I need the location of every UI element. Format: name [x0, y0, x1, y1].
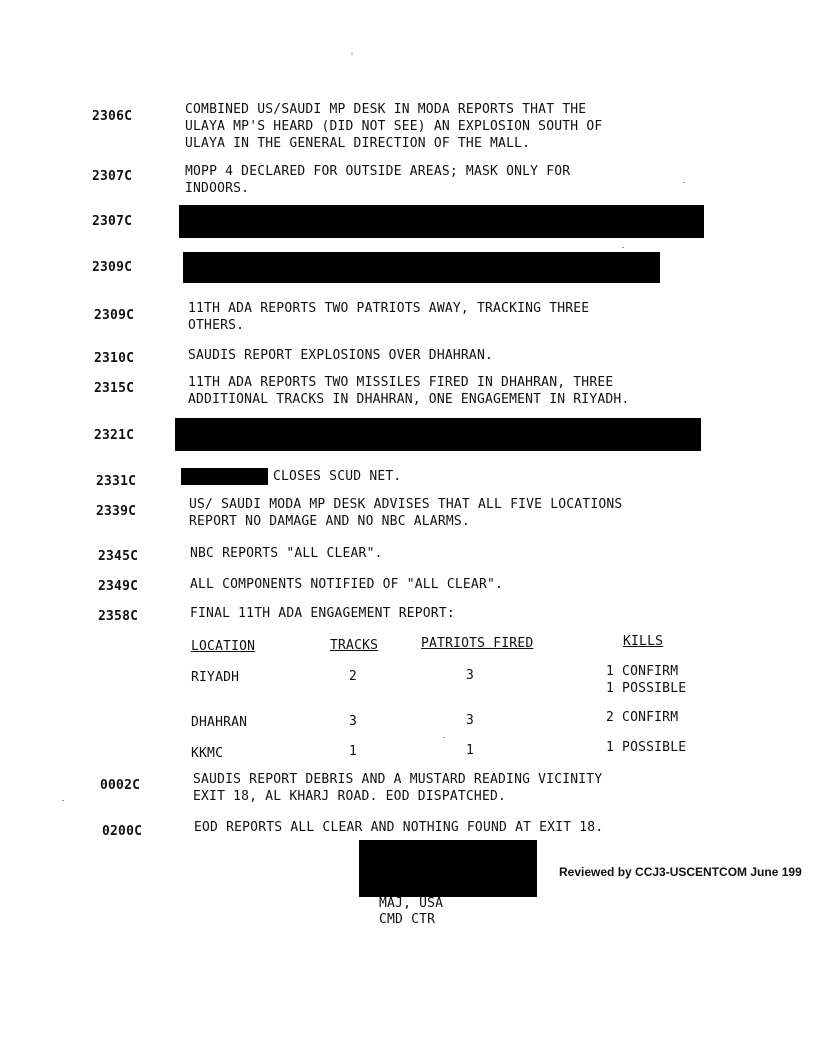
- column-header-location: LOCATION: [191, 639, 256, 654]
- redaction-block: [181, 468, 268, 485]
- entry-time: 2306C: [92, 109, 133, 124]
- table-cell-kills: 1 POSSIBLE: [606, 740, 687, 755]
- entry-text: CLOSES SCUD NET.: [273, 469, 402, 484]
- entry-time: 2358C: [98, 609, 139, 624]
- scan-speck: [683, 182, 685, 183]
- table-cell-fired: 1: [466, 743, 475, 758]
- scan-speck: [62, 800, 64, 801]
- scan-speck: [443, 737, 445, 738]
- entry-time: 0002C: [100, 778, 141, 793]
- entry-time: 2339C: [96, 504, 137, 519]
- signature-rank: MAJ, USA: [379, 896, 444, 911]
- entry-text: MOPP 4 DECLARED FOR OUTSIDE AREAS; MASK ONLY FOR INDOORS.: [185, 164, 571, 196]
- entry-time: 2349C: [98, 579, 139, 594]
- entry-time: 2307C: [92, 169, 133, 184]
- entry-text: COMBINED US/SAUDI MP DESK IN MODA REPORTS THAT THE ULAYA MP'S HEARD (DID NOT SEE) AN EXPLOSION SOUTH OF ULAYA IN THE GENERAL DIRECTION OF THE MALL.: [185, 102, 603, 151]
- entry-text: NBC REPORTS "ALL CLEAR".: [190, 546, 383, 561]
- redaction-block: [183, 252, 660, 283]
- table-cell-tracks: 2: [349, 669, 358, 684]
- entry-text: US/ SAUDI MODA MP DESK ADVISES THAT ALL FIVE LOCATIONS REPORT NO DAMAGE AND NO NBC ALARMS.: [189, 497, 623, 529]
- entry-time: 2331C: [96, 474, 137, 489]
- entry-time: 2315C: [94, 381, 135, 396]
- table-cell-tracks: 3: [349, 714, 358, 729]
- column-header-patriots-fired: PATRIOTS FIRED: [421, 636, 534, 651]
- entry-time: 2309C: [94, 308, 135, 323]
- review-stamp: Reviewed by CCJ3-USCENTCOM June 199: [559, 865, 802, 879]
- table-cell-location: DHAHRAN: [191, 715, 248, 730]
- signature-redaction: [359, 840, 537, 897]
- entry-time: 2310C: [94, 351, 135, 366]
- table-cell-fired: 3: [466, 713, 475, 728]
- entry-time: 2345C: [98, 549, 139, 564]
- scan-speck: [351, 53, 353, 54]
- entry-time: 2307C: [92, 214, 133, 229]
- entry-text: 11TH ADA REPORTS TWO PATRIOTS AWAY, TRACKING THREE OTHERS.: [188, 301, 590, 333]
- table-cell-location: RIYADH: [191, 670, 240, 685]
- scan-speck: [622, 247, 624, 248]
- redaction-block: [179, 205, 704, 238]
- signature-office: CMD CTR: [379, 912, 436, 927]
- table-cell-location: KKMC: [191, 746, 224, 761]
- entry-text: FINAL 11TH ADA ENGAGEMENT REPORT:: [190, 606, 455, 621]
- column-header-kills: KILLS: [623, 634, 664, 649]
- entry-text: EOD REPORTS ALL CLEAR AND NOTHING FOUND AT EXIT 18.: [194, 820, 604, 835]
- entry-time: 0200C: [102, 824, 143, 839]
- entry-text: SAUDIS REPORT DEBRIS AND A MUSTARD READING VICINITY EXIT 18, AL KHARJ ROAD. EOD DISPATCHED.: [193, 772, 603, 804]
- entry-text: 11TH ADA REPORTS TWO MISSILES FIRED IN DHAHRAN, THREE ADDITIONAL TRACKS IN DHAHRAN, ONE ENGAGEMENT IN RIYADH.: [188, 375, 630, 407]
- table-cell-kills: 2 CONFIRM: [606, 710, 679, 725]
- entry-text: ALL COMPONENTS NOTIFIED OF "ALL CLEAR".: [190, 577, 504, 592]
- table-cell-fired: 3: [466, 668, 475, 683]
- redaction-block: [175, 418, 701, 451]
- table-cell-kills: 1 CONFIRM 1 POSSIBLE: [606, 664, 687, 696]
- entry-time: 2309C: [92, 260, 133, 275]
- table-cell-tracks: 1: [349, 744, 358, 759]
- entry-text: SAUDIS REPORT EXPLOSIONS OVER DHAHRAN.: [188, 348, 494, 363]
- entry-time: 2321C: [94, 428, 135, 443]
- column-header-tracks: TRACKS: [330, 638, 379, 653]
